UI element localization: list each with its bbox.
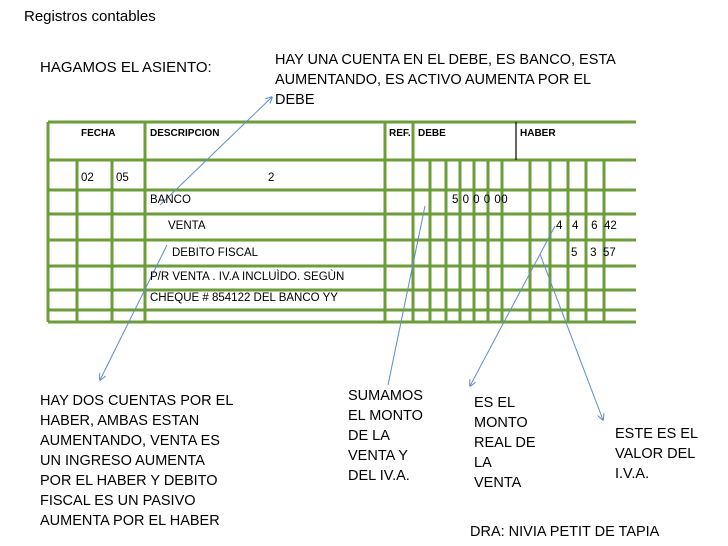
col-header-debit: DEBE (418, 128, 446, 139)
slide-title: Registros contables (24, 8, 156, 25)
arrow-to-real-amount (470, 226, 555, 386)
note-real-amount: ES EL MONTO REAL DE LA VENTA (474, 395, 536, 491)
row-account-debito-fiscal: DEBITO FISCAL (172, 247, 259, 259)
note-credit-accounts: HAY DOS CUENTAS POR EL HABER, AMBAS ESTAN AUMENTANDO, VENTA ES UN INGRESO AUMENTA POR EL HABER Y DEBITO FISCAL ES UN PASIVO AUMENTA POR EL HABER (40, 393, 234, 529)
memo-line-2: CHEQUE # 854122 DEL BANCO YY (150, 292, 338, 304)
col-header-credit: HABER (520, 128, 556, 139)
memo-line-1: P/R VENTA . IV.A INCLUÌDO. SEGÙN (150, 271, 345, 283)
row-account-venta: VENTA (168, 220, 206, 232)
entry-day: 02 (81, 172, 94, 184)
entry-number: 2 (268, 172, 275, 184)
arrow-to-iva-value (540, 254, 603, 420)
entry-month: 05 (116, 172, 129, 184)
note-sum: SUMAMOS EL MONTO DE LA VENTA Y DEL IV.A. (348, 388, 423, 484)
note-debit-account: HAY UNA CUENTA EN EL DEBE, ES BANCO, ESTA AUMENTANDO, ES ACTIVO AUMENTA POR EL DEBE (275, 52, 616, 108)
col-header-date: FECHA (81, 128, 116, 139)
row-account-banco: BANCO (150, 194, 191, 206)
note-iva-value: ESTE ES EL VALOR DEL I.V.A. (615, 426, 699, 482)
row-credit-debito-fiscal: 5 3 57 (571, 247, 616, 259)
row-credit-venta: 4 4 6 42 (556, 220, 617, 232)
page-heading: HAGAMOS EL ASIENTO: (40, 59, 212, 76)
author-credit: DRA: NIVIA PETIT DE TAPIA (470, 524, 660, 540)
arrow-from-sum-note (388, 206, 425, 385)
row-debit-banco: 5 0 0 0 00 (452, 194, 509, 206)
col-header-ref: REF. (389, 128, 411, 139)
col-header-description: DESCRIPCION (150, 128, 220, 139)
